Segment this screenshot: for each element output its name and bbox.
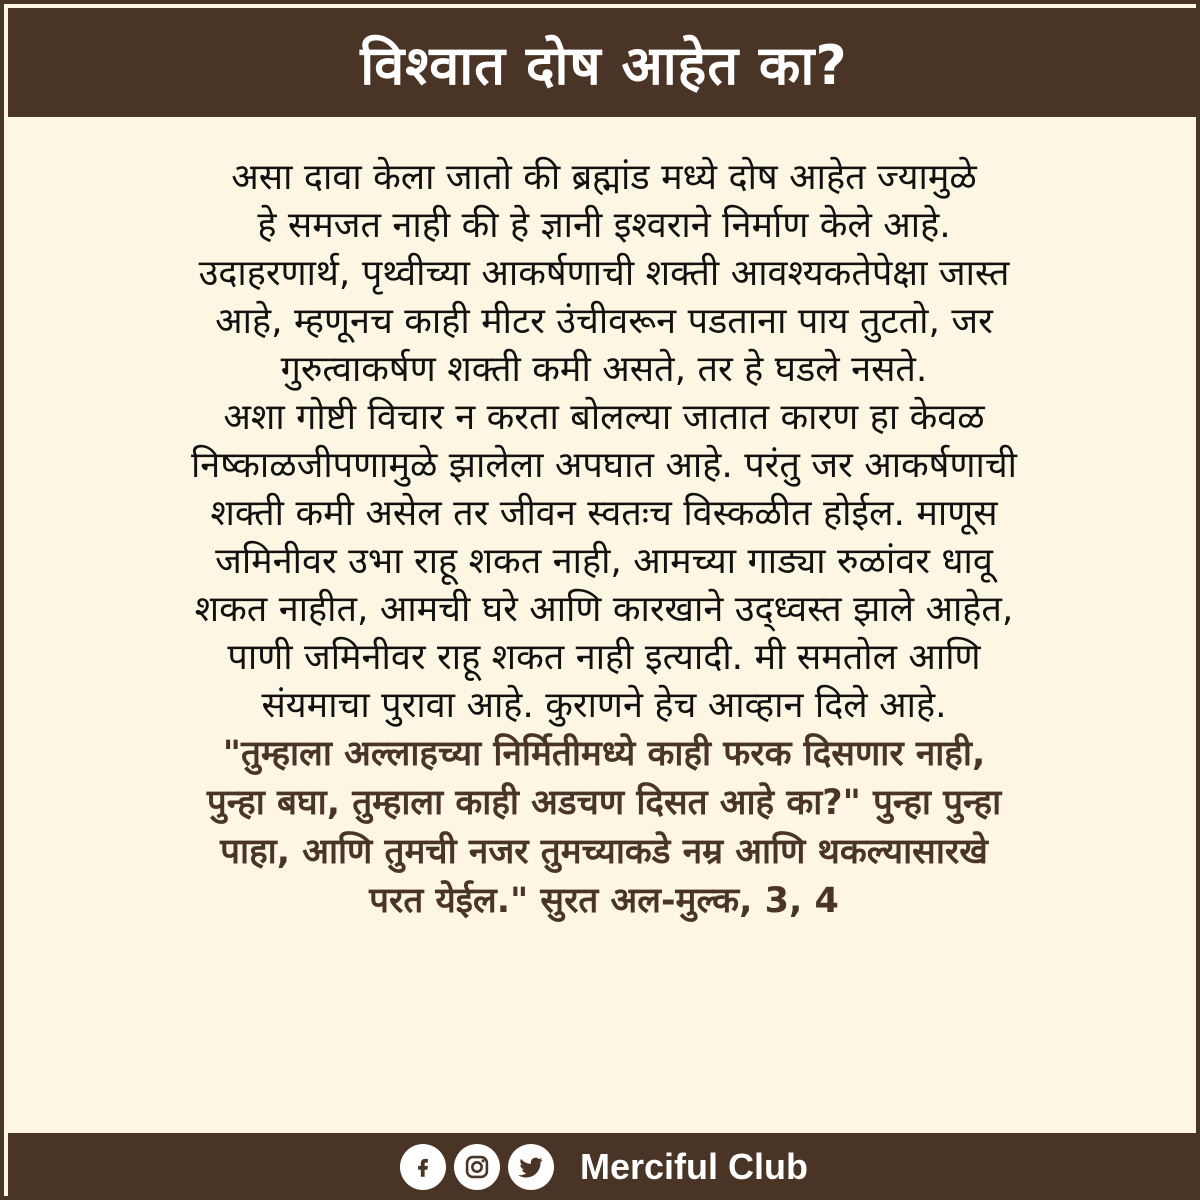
instagram-icon[interactable] <box>454 1144 500 1190</box>
twitter-icon[interactable] <box>508 1144 554 1190</box>
body-line: शक्ती कमी असेल तर जीवन स्वतःच विस्कळीत होईल. माणूस <box>210 493 998 534</box>
footer-banner <box>8 1133 1200 1200</box>
body-line: पाणी जमिनीवर राहू शकत नाही इत्यादी. मी समतोल आणि <box>227 637 981 678</box>
body-line: गुरुत्वाकर्षण शक्ती कमी असते, तर हे घडले नसते. <box>280 349 928 390</box>
body-line: जमिनीवर उभा राहू शकत नाही, आमच्या गाड्या रुळांवर धावू <box>215 541 993 582</box>
social-icons <box>400 1144 554 1190</box>
quote-last-text: परत येईल." सुरत अल-मुल्क, <box>369 881 753 921</box>
body-line: निष्काळजीपणामुळे झालेला अपघात आहे. परंतु जर आकर्षणाची <box>190 445 1018 486</box>
facebook-icon[interactable] <box>400 1144 446 1190</box>
brand-name: Merciful Club <box>579 1145 808 1187</box>
body-line: उदाहरणार्थ, पृथ्वीच्या आकर्षणाची शक्ती आवश्यकतेपेक्षा जास्त <box>198 253 1010 294</box>
body-line: असा दावा केला जातो की ब्रह्मांड मध्ये दोष आहेत ज्यामुळे <box>231 157 977 198</box>
quote-line: पुन्हा बघा, तुम्हाला काही अडचण दिसत आहे का?" पुन्हा पुन्हा <box>206 783 1002 823</box>
body-line: अशा गोष्टी विचार न करता बोलल्या जातात कारण हा केवळ <box>223 397 985 438</box>
title-banner <box>8 8 1200 117</box>
page-title: विश्वात दोष आहेत का? <box>360 33 848 97</box>
body-line: शकत नाहीत, आमची घरे आणि कारखाने उद्ध्वस्त झाले आहेत, <box>194 589 1014 630</box>
surah-verse-numbers: 3, 4 <box>764 881 839 921</box>
article-body <box>34 154 1174 926</box>
quote-line: "तुम्हाला अल्लाहच्या निर्मितीमध्ये काही फरक दिसणार नाही, <box>222 734 986 774</box>
quote-line: पाहा, आणि तुमची नजर तुमच्याकडे नम्र आणि थकल्यासारखे <box>220 832 988 872</box>
body-line: आहे, म्हणूनच काही मीटर उंचीवरून पडताना पाय तुटतो, जर <box>215 301 993 342</box>
body-line: हे समजत नाही की हे ज्ञानी इश्वराने निर्माण केले आहे. <box>257 205 951 246</box>
quote-citation-line <box>34 877 1174 926</box>
body-line: संयमाचा पुरावा आहे. कुराणने हेच आव्हान दिले आहे. <box>261 685 947 726</box>
